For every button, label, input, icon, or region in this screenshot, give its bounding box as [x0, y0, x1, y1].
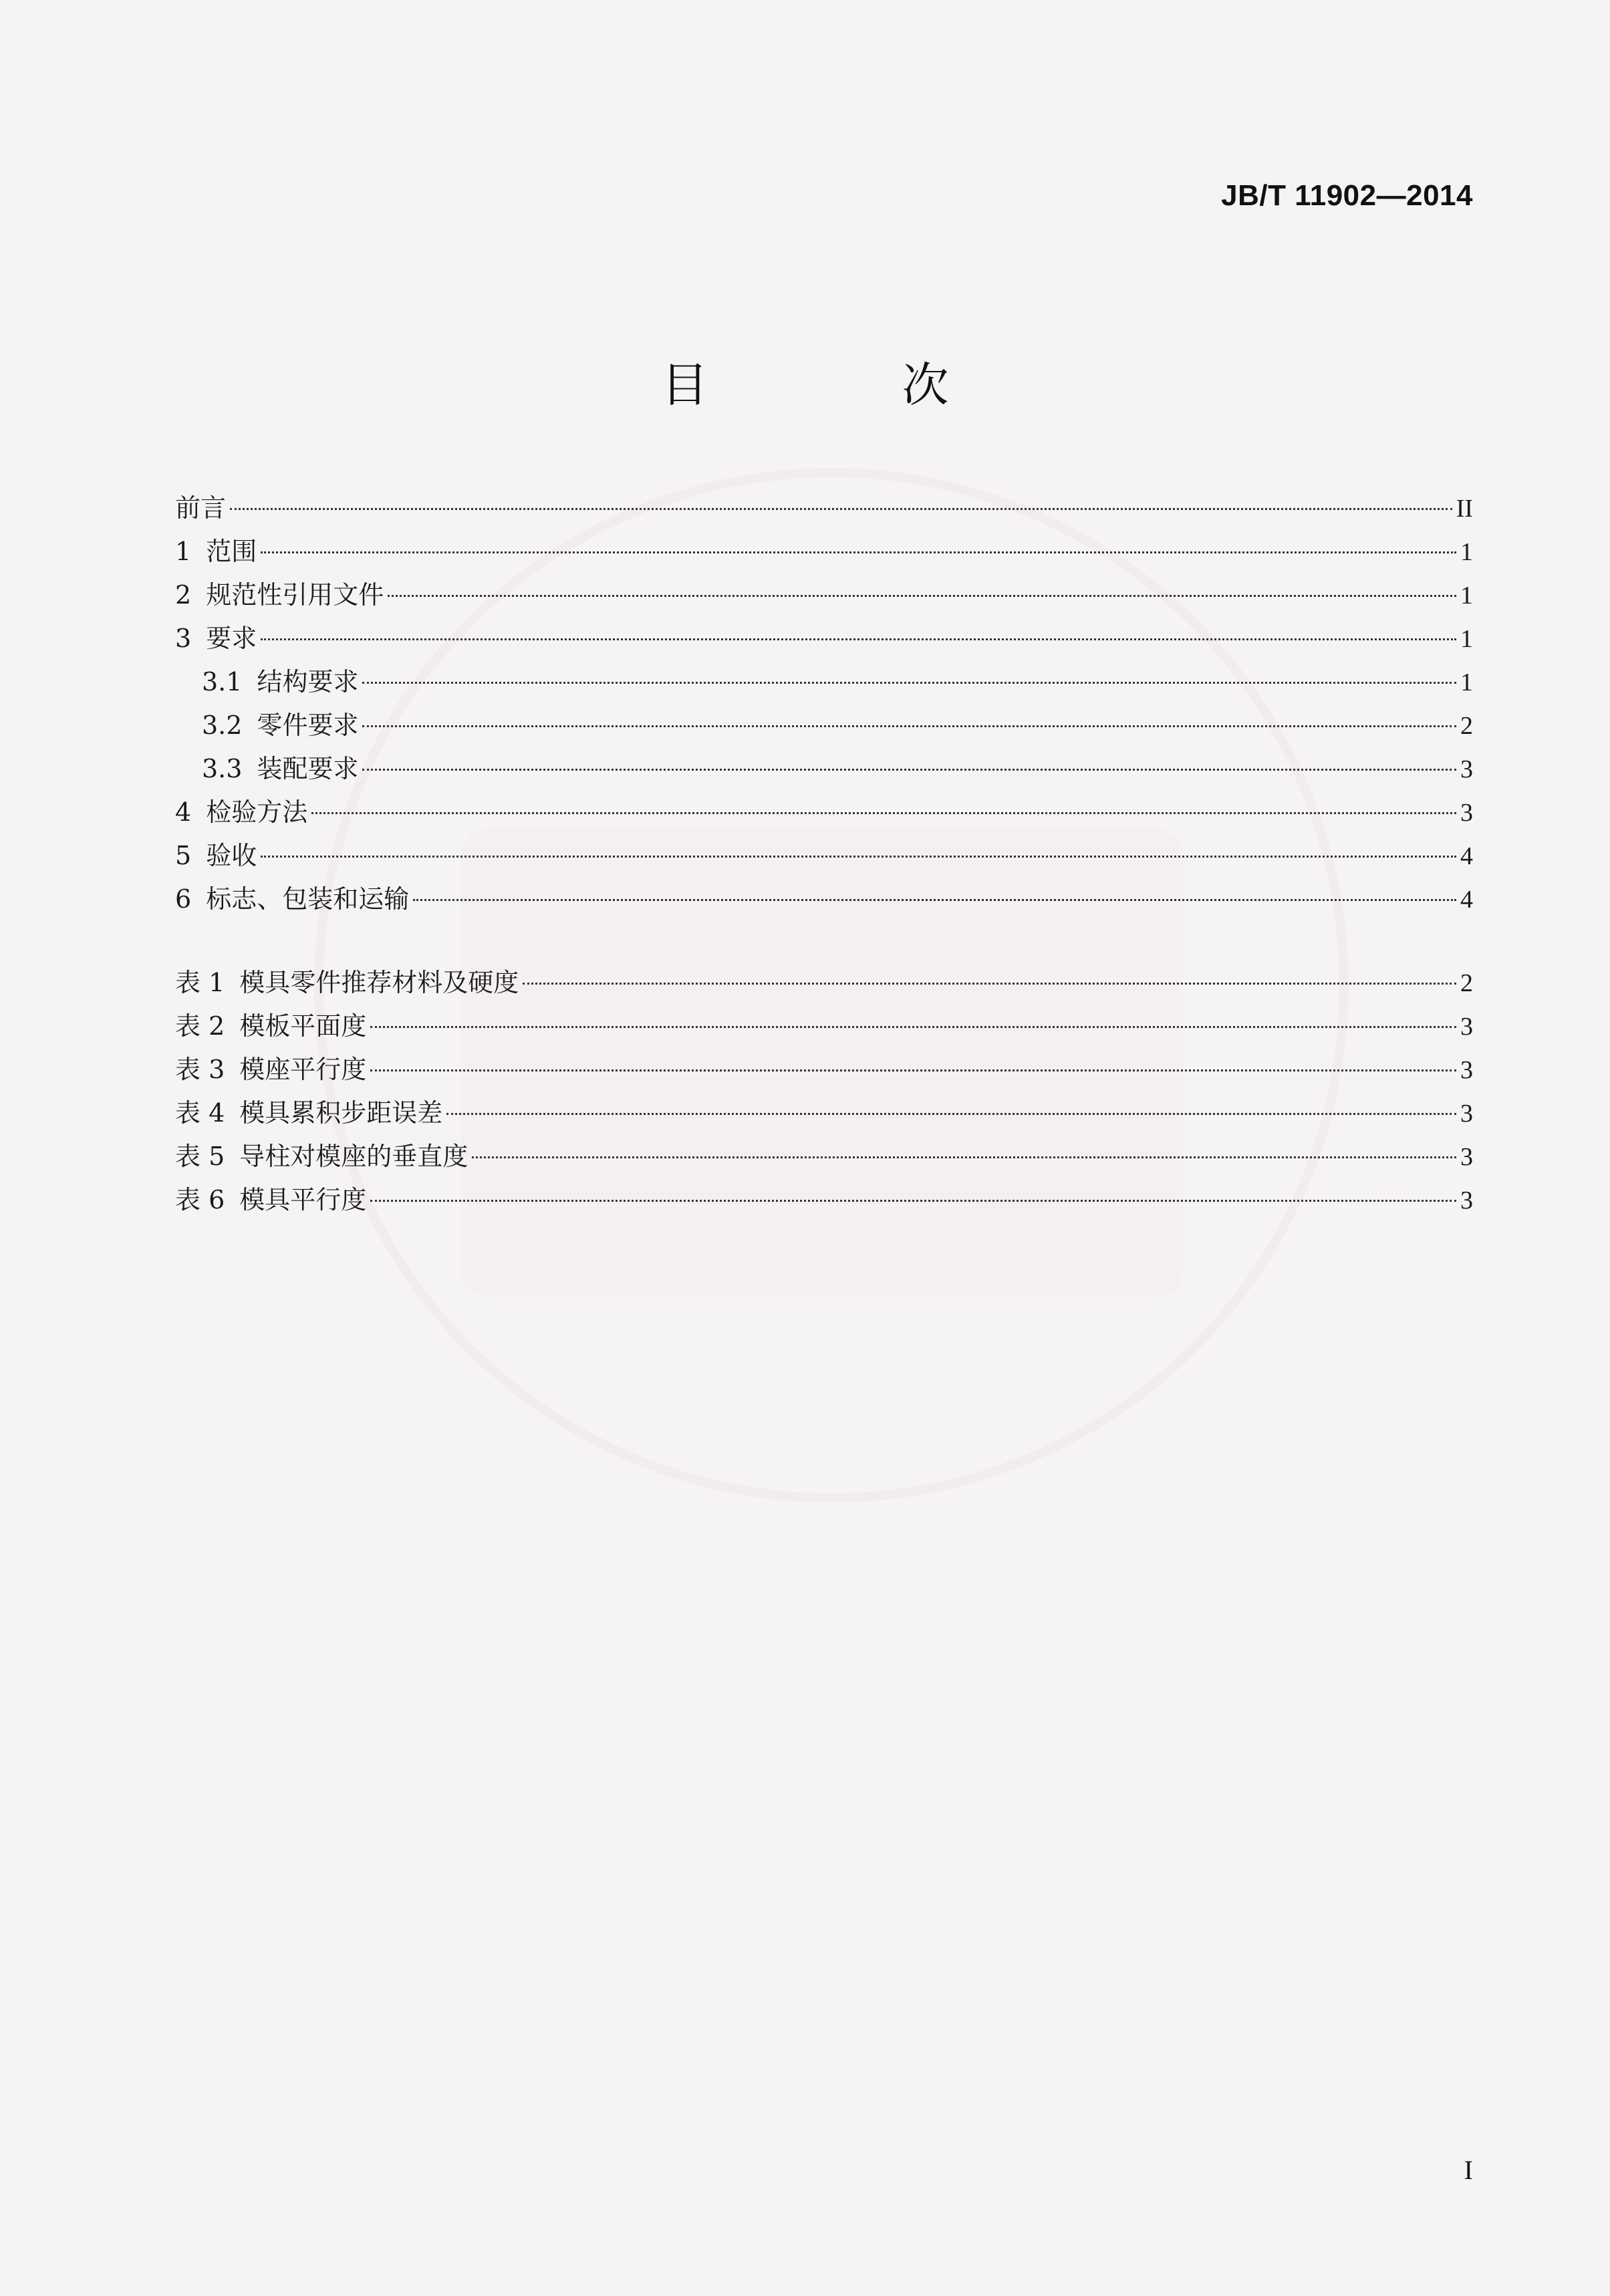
toc-entry[interactable]	[175, 791, 1473, 834]
toc-page-number: 1	[1460, 582, 1473, 610]
toc-entry-label: 检验方法	[206, 797, 308, 827]
toc-entry-number: 3	[175, 624, 192, 653]
toc-page-number: 3	[1460, 1100, 1473, 1128]
toc-table-label: 模板平面度	[239, 1011, 367, 1041]
toc-table-label: 导柱对模座的垂直度	[239, 1142, 468, 1171]
dot-leader	[362, 725, 1456, 727]
dot-leader	[472, 1156, 1456, 1158]
toc-table-label: 模具平行度	[239, 1185, 367, 1215]
toc-table-number: 表 5	[175, 1142, 225, 1171]
dot-leader	[370, 1200, 1456, 1202]
toc-page-number: 3	[1460, 799, 1473, 827]
toc-entry[interactable]	[175, 530, 1473, 573]
toc-page-number: 3	[1460, 1013, 1473, 1041]
toc-table-entry[interactable]	[175, 1005, 1473, 1048]
dot-leader	[362, 769, 1456, 771]
toc-entry-number: 6	[175, 884, 192, 914]
toc-entry[interactable]	[175, 747, 1473, 791]
dot-leader	[230, 508, 1452, 510]
toc-table-entry[interactable]	[175, 961, 1473, 1005]
table-of-contents	[175, 487, 1473, 1222]
toc-entry-number: 2	[175, 580, 192, 610]
toc-table-label: 模具累积步距误差	[239, 1098, 443, 1128]
toc-page-number: 4	[1460, 842, 1473, 870]
toc-entry-label: 规范性引用文件	[206, 580, 384, 610]
toc-page-number: 3	[1460, 1056, 1473, 1084]
toc-table-number: 表 3	[175, 1055, 225, 1084]
toc-table-label: 模座平行度	[239, 1055, 367, 1084]
toc-entry-number: 1	[175, 537, 192, 566]
dot-leader	[261, 551, 1456, 553]
toc-entry-number: 4	[175, 797, 192, 827]
toc-table-label: 模具零件推荐材料及硬度	[239, 968, 519, 997]
toc-page-number: 2	[1460, 712, 1473, 740]
toc-page-number: II	[1456, 495, 1473, 523]
page-title: 目 次	[661, 358, 1023, 412]
toc-entry-number: 5	[175, 841, 192, 870]
toc-entry[interactable]	[175, 487, 1473, 530]
dot-leader	[523, 983, 1456, 985]
toc-page-number: 1	[1460, 668, 1473, 696]
toc-entry[interactable]	[175, 660, 1473, 704]
toc-page-number: 3	[1460, 1143, 1473, 1171]
toc-page-number: 3	[1460, 1186, 1473, 1215]
dot-leader	[413, 899, 1456, 901]
toc-entry-label: 验收	[206, 841, 257, 870]
toc-table-entry[interactable]	[175, 1092, 1473, 1135]
dot-leader	[370, 1026, 1456, 1028]
toc-entry-label: 范围	[206, 537, 257, 566]
dot-leader	[446, 1113, 1456, 1115]
toc-page-number: 1	[1460, 625, 1473, 653]
toc-page-number: 2	[1460, 969, 1473, 997]
toc-entry[interactable]	[175, 834, 1473, 878]
toc-table-number: 表 1	[175, 968, 225, 997]
dot-leader	[362, 682, 1456, 684]
toc-entry[interactable]	[175, 617, 1473, 660]
toc-entry-number: 3.3	[202, 754, 243, 783]
toc-entry-label: 前言	[175, 493, 227, 523]
toc-table-entry[interactable]	[175, 1135, 1473, 1178]
toc-entry[interactable]	[175, 878, 1473, 921]
standard-number: JB/T 11902—2014	[1221, 179, 1473, 212]
dot-leader	[311, 812, 1456, 814]
toc-entry[interactable]	[175, 573, 1473, 617]
toc-table-entry[interactable]	[175, 1048, 1473, 1092]
toc-table-entry[interactable]	[175, 1178, 1473, 1222]
toc-entry-label: 结构要求	[257, 667, 359, 696]
toc-table-number: 表 2	[175, 1011, 225, 1041]
toc-entry-number: 3.2	[202, 711, 243, 740]
toc-entry-label: 要求	[206, 624, 257, 653]
toc-table-number: 表 6	[175, 1185, 225, 1215]
dot-leader	[261, 856, 1456, 858]
toc-entry[interactable]	[175, 704, 1473, 747]
toc-table-number: 表 4	[175, 1098, 225, 1128]
toc-entry-label: 标志、包装和运输	[206, 884, 410, 914]
page-number: I	[1464, 2155, 1473, 2185]
toc-page-number: 4	[1460, 886, 1473, 914]
dot-leader	[261, 638, 1456, 640]
toc-table-list	[175, 961, 1473, 1222]
toc-section-list	[175, 487, 1473, 921]
dot-leader	[388, 595, 1456, 597]
toc-entry-label: 装配要求	[257, 754, 359, 783]
dot-leader	[370, 1069, 1456, 1071]
toc-page-number: 1	[1460, 538, 1473, 566]
toc-page-number: 3	[1460, 755, 1473, 783]
toc-entry-label: 零件要求	[257, 711, 359, 740]
toc-entry-number: 3.1	[202, 667, 243, 696]
